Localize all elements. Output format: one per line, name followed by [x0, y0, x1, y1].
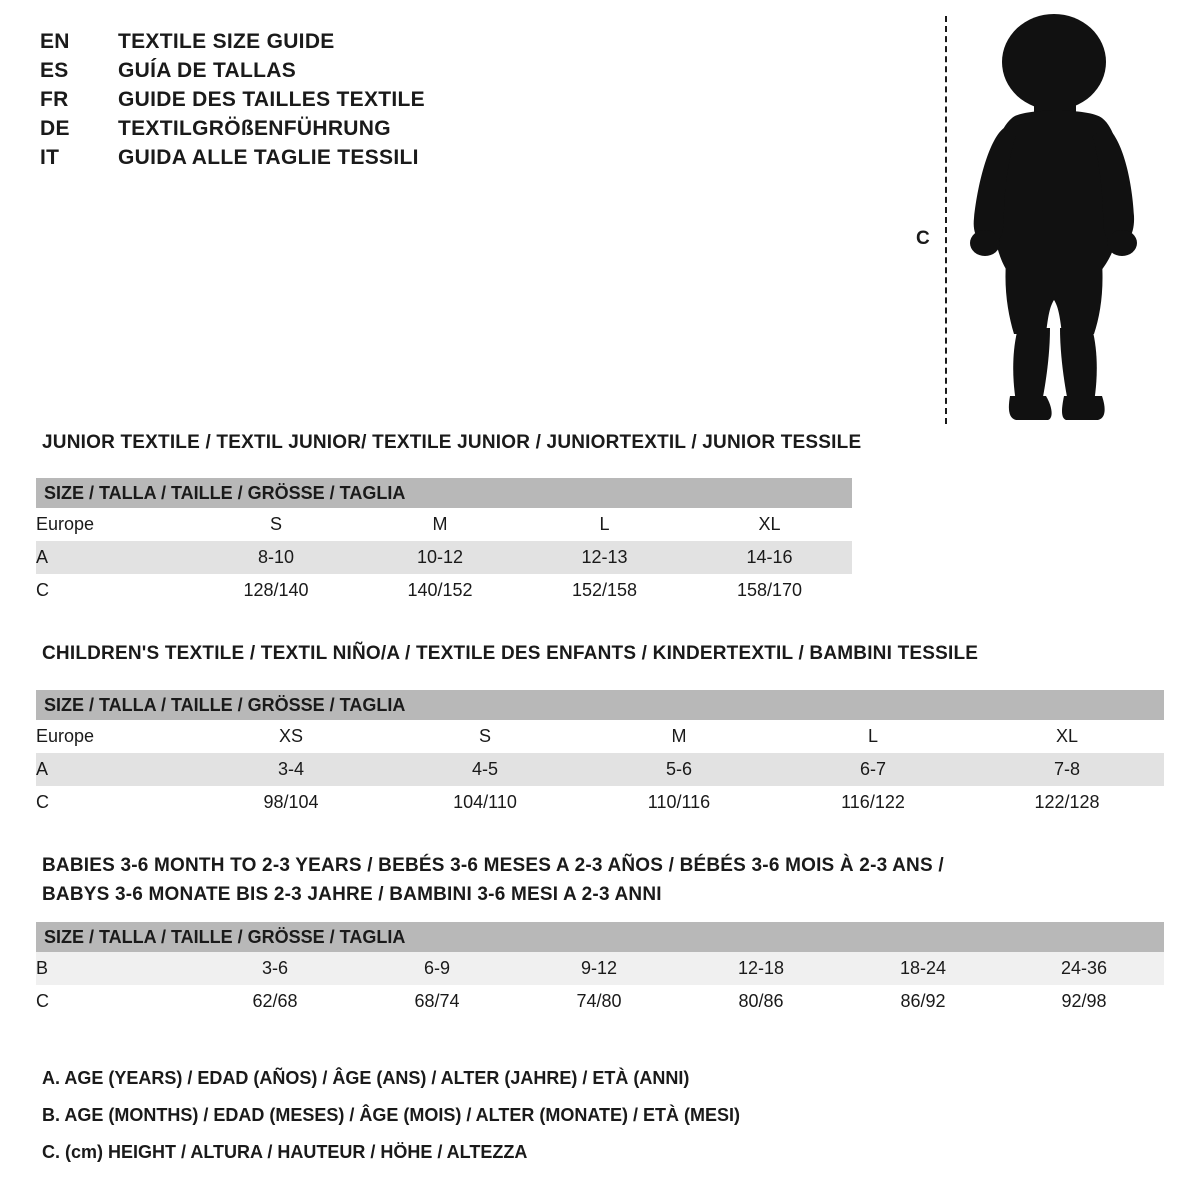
legend-line-b: B. AGE (MONTHS) / EDAD (MESES) / ÂGE (MOIS) / ALTER (MONATE) / ETÀ (MESI) — [42, 1105, 740, 1125]
table-row — [36, 985, 1164, 1018]
cell: 10-12 — [358, 541, 522, 574]
cell: 86/92 — [842, 985, 1004, 1018]
language-title-list — [40, 30, 600, 175]
cell: 74/80 — [518, 985, 680, 1018]
height-measure-label: C — [916, 228, 930, 249]
cell: 80/86 — [680, 985, 842, 1018]
legend — [42, 1068, 1042, 1179]
table-row — [36, 952, 1164, 985]
cell: XL — [687, 508, 852, 541]
table-children-band-row — [36, 690, 1164, 720]
legend-line-c: C. (cm) HEIGHT / ALTURA / HAUTEUR / HÖHE / ALTEZZA — [42, 1142, 528, 1162]
cell: 110/116 — [582, 786, 776, 819]
table-children-band-label: SIZE / TALLA / TAILLE / GRÖSSE / TAGLIA — [36, 690, 1164, 720]
child-silhouette-icon — [950, 10, 1150, 430]
table-row — [36, 574, 852, 607]
row-label-c: C — [36, 786, 194, 819]
table-junior — [36, 478, 852, 607]
table-row — [36, 786, 1164, 819]
table-junior-band-label: SIZE / TALLA / TAILLE / GRÖSSE / TAGLIA — [36, 478, 852, 508]
cell: 152/158 — [522, 574, 687, 607]
table-row — [36, 720, 1164, 753]
language-title-fr: GUIDE DES TAILLES TEXTILE — [118, 88, 425, 111]
section-title-junior: JUNIOR TEXTILE / TEXTIL JUNIOR/ TEXTILE JUNIOR / JUNIORTEXTIL / JUNIOR TESSILE — [42, 432, 862, 453]
cell: 8-10 — [194, 541, 358, 574]
language-row-it — [40, 146, 600, 170]
cell: L — [522, 508, 687, 541]
language-row-de — [40, 117, 600, 141]
cell: 3-6 — [194, 952, 356, 985]
cell: 6-7 — [776, 753, 970, 786]
row-label-a: A — [36, 541, 194, 574]
table-children — [36, 690, 1164, 819]
language-code-it: IT — [40, 146, 60, 169]
cell: 116/122 — [776, 786, 970, 819]
cell: 5-6 — [582, 753, 776, 786]
language-code-fr: FR — [40, 88, 69, 111]
cell: 14-16 — [687, 541, 852, 574]
cell: 12-13 — [522, 541, 687, 574]
table-babies-band-row — [36, 922, 1164, 952]
cell: 24-36 — [1004, 952, 1164, 985]
cell: 4-5 — [388, 753, 582, 786]
cell: 3-4 — [194, 753, 388, 786]
table-row — [36, 508, 852, 541]
language-code-es: ES — [40, 59, 69, 82]
cell: 98/104 — [194, 786, 388, 819]
section-title-babies — [42, 855, 944, 906]
language-title-it: GUIDA ALLE TAGLIE TESSILI — [118, 146, 419, 169]
cell: 12-18 — [680, 952, 842, 985]
row-label-c: C — [36, 985, 194, 1018]
row-label-a: A — [36, 753, 194, 786]
cell: L — [776, 720, 970, 753]
section-title-babies-line2: BABYS 3-6 MONATE BIS 2-3 JAHRE / BAMBINI 3-6 MESI A 2-3 ANNI — [42, 884, 662, 905]
cell: 9-12 — [518, 952, 680, 985]
cell: S — [194, 508, 358, 541]
cell: 92/98 — [1004, 985, 1164, 1018]
table-row — [36, 541, 852, 574]
cell: 104/110 — [388, 786, 582, 819]
cell: M — [358, 508, 522, 541]
legend-line-a: A. AGE (YEARS) / EDAD (AÑOS) / ÂGE (ANS) / ALTER (JAHRE) / ETÀ (ANNI) — [42, 1068, 690, 1088]
cell: S — [388, 720, 582, 753]
table-junior-band-row — [36, 478, 852, 508]
cell: 7-8 — [970, 753, 1164, 786]
row-label-europe: Europe — [36, 508, 194, 541]
language-title-en: TEXTILE SIZE GUIDE — [118, 30, 335, 53]
cell: 128/140 — [194, 574, 358, 607]
row-label-c: C — [36, 574, 194, 607]
cell: XL — [970, 720, 1164, 753]
height-measure-dashed-line — [945, 16, 947, 424]
language-code-de: DE — [40, 117, 70, 140]
cell: M — [582, 720, 776, 753]
cell: 140/152 — [358, 574, 522, 607]
table-babies — [36, 922, 1164, 1018]
section-title-children: CHILDREN'S TEXTILE / TEXTIL NIÑO/A / TEXTILE DES ENFANTS / KINDERTEXTIL / BAMBINI TESSILE — [42, 643, 979, 664]
language-row-es — [40, 59, 600, 83]
language-title-es: GUÍA DE TALLAS — [118, 59, 297, 82]
row-label-b: B — [36, 952, 194, 985]
language-title-de: TEXTILGRÖßENFÜHRUNG — [118, 117, 391, 140]
row-label-europe: Europe — [36, 720, 194, 753]
table-babies-band-label: SIZE / TALLA / TAILLE / GRÖSSE / TAGLIA — [36, 922, 1164, 952]
section-title-babies-line1: BABIES 3-6 MONTH TO 2-3 YEARS / BEBÉS 3-6 MESES A 2-3 AÑOS / BÉBÉS 3-6 MOIS À 2-3 ANS / — [42, 855, 944, 876]
height-measure-figure — [900, 10, 1160, 430]
cell: 68/74 — [356, 985, 518, 1018]
cell: 158/170 — [687, 574, 852, 607]
cell: 6-9 — [356, 952, 518, 985]
cell: 122/128 — [970, 786, 1164, 819]
language-code-en: EN — [40, 30, 70, 53]
language-row-en — [40, 30, 600, 54]
table-row — [36, 753, 1164, 786]
cell: XS — [194, 720, 388, 753]
cell: 62/68 — [194, 985, 356, 1018]
language-row-fr — [40, 88, 600, 112]
cell: 18-24 — [842, 952, 1004, 985]
